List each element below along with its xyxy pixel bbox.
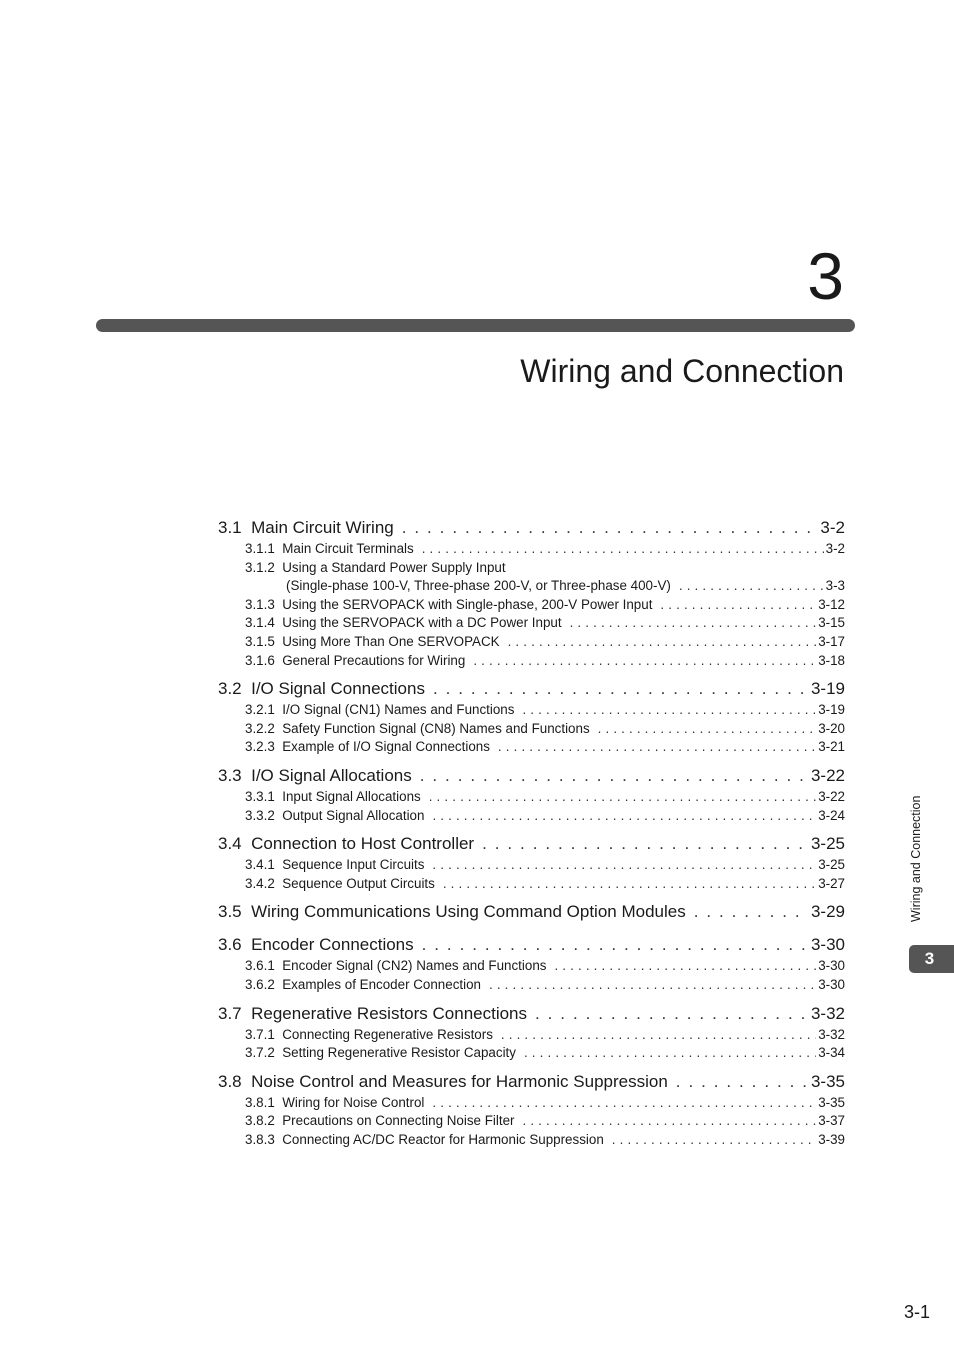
toc-dot-leader [422,933,809,957]
toc-subsection-title-continued: (Single-phase 100-V, Three-phase 200-V, or Three-phase 400-V) [286,578,671,594]
toc-page-number: 3-34 [818,1045,845,1061]
toc-section-number: 3.7 [218,1003,242,1023]
toc-subsection-continuation[interactable] [286,577,845,596]
toc-subsection-number: 3.1.4 [245,615,275,631]
toc-dot-leader [676,1070,809,1094]
toc-subsection-entry[interactable] [245,701,845,720]
toc-section [218,900,845,933]
toc-subsection-entry[interactable] [245,856,845,875]
toc-section-entry[interactable] [218,764,845,788]
toc-subsection-entry[interactable] [245,652,845,671]
toc-subsection-number: 3.2.3 [245,739,275,755]
toc-dot-leader [535,1002,809,1026]
toc-page-number: 3-20 [818,720,845,736]
toc-subsection-entry[interactable] [245,1112,845,1131]
toc-subsection-entry[interactable] [245,1026,845,1045]
toc-page-number: 3-30 [818,958,845,974]
toc-section-title: Encoder Connections [251,935,414,955]
chapter-number: 3 [807,239,844,313]
toc-subsection-number: 3.4.2 [245,875,275,891]
toc-section-label [218,1070,668,1094]
toc-section-title: Noise Control and Measures for Harmonic Suppression [251,1071,668,1091]
toc-subsection-number: 3.6.2 [245,976,275,992]
toc-subsection-entry[interactable] [245,976,845,995]
toc-subsection-title: Sequence Output Circuits [282,875,435,891]
toc-page-number: 3-15 [818,615,845,631]
toc-subsection-number: 3.3.1 [245,788,275,804]
toc-page-number: 3-30 [810,935,845,955]
toc-section [218,764,845,832]
toc-subsection-title: Main Circuit Terminals [282,541,414,556]
table-of-contents [218,516,845,1156]
toc-subsection-entry[interactable] [245,1131,845,1150]
toc-section-number: 3.5 [218,902,242,922]
side-section-label: Wiring and Connection [909,795,923,922]
toc-dot-leader [524,1044,816,1063]
toc-page-number: 3-29 [810,902,845,922]
toc-subsection-number: 3.4.1 [245,857,275,873]
toc-dot-leader [402,516,819,540]
toc-subsection-entry[interactable] [245,540,845,559]
toc-subsection-number: 3.1.3 [245,596,275,612]
toc-section-label [218,677,425,701]
toc-subsection-title: Connecting Regenerative Resistors [282,1026,493,1042]
toc-subsection-title: Using a Standard Power Supply Input [282,559,506,575]
toc-dot-leader [482,832,809,856]
toc-subsection-number: 3.3.2 [245,807,275,823]
toc-subsection-number: 3.7.2 [245,1045,275,1061]
toc-page-number: 3-39 [818,1131,845,1147]
toc-section-number: 3.1 [218,518,242,537]
toc-section-title: Wiring Communications Using Command Option Modules [251,902,686,922]
toc-subsection-entry[interactable] [245,559,845,578]
toc-subsection-title: Connecting AC/DC Reactor for Harmonic Suppression [282,1131,604,1147]
toc-page-number: 3-21 [818,739,845,755]
toc-subsection-entry[interactable] [245,1044,845,1063]
toc-subsection-title: Using the SERVOPACK with Single-phase, 200-V Power Input [282,596,653,612]
toc-dot-leader [443,875,816,894]
toc-dot-leader [420,764,809,788]
toc-dot-leader [489,976,816,995]
toc-section-entry[interactable] [218,1070,845,1094]
toc-dot-leader [598,720,817,739]
toc-page-number: 3-12 [818,596,845,612]
toc-subsection-entry[interactable] [245,875,845,894]
chapter-title: Wiring and Connection [520,353,844,389]
toc-section-entry[interactable] [218,900,845,924]
toc-page-number: 3-22 [810,765,845,785]
toc-subsection-entry[interactable] [245,1094,845,1113]
toc-dot-leader [433,677,809,701]
toc-section [218,516,845,677]
toc-section [218,677,845,764]
toc-dot-leader [432,856,816,875]
toc-dot-leader [498,738,816,757]
toc-page-number: 3-22 [818,788,845,804]
toc-subsection-title: Example of I/O Signal Connections [282,739,490,755]
toc-page-number: 3-27 [818,875,845,891]
toc-section-label [218,516,394,540]
toc-section-title: I/O Signal Connections [251,679,425,699]
toc-dot-leader [679,577,824,596]
toc-subsection-number: 3.8.2 [245,1113,275,1129]
toc-page-number: 3-17 [818,633,845,649]
toc-page-number: 3-32 [818,1026,845,1042]
toc-section [218,832,845,900]
toc-section-title: Main Circuit Wiring [251,518,394,537]
toc-section-title: I/O Signal Allocations [251,765,412,785]
toc-subsection-number: 3.1.1 [245,541,275,556]
chapter-tab[interactable]: 3 [909,945,954,973]
toc-section-number: 3.3 [218,765,242,785]
toc-subsection-title: Encoder Signal (CN2) Names and Functions [282,958,547,974]
toc-dot-leader [522,1112,816,1131]
toc-section [218,1002,845,1070]
toc-section-entry[interactable] [218,832,845,856]
toc-page-number: 3-25 [818,857,845,873]
toc-dot-leader [508,633,817,652]
toc-section [218,933,845,1001]
toc-section-title: Regenerative Resistors Connections [251,1003,528,1023]
toc-subsection-number: 3.6.1 [245,958,275,974]
toc-page-number: 3-2 [825,541,845,556]
toc-dot-leader [429,788,816,807]
toc-dot-leader [422,540,824,559]
toc-page-number: 3-32 [810,1003,845,1023]
toc-subsection-entry[interactable] [245,957,845,976]
toc-subsection-number: 3.1.2 [245,559,275,575]
toc-subsection-entry[interactable] [245,596,845,615]
toc-subsection-title: Examples of Encoder Connection [282,976,481,992]
toc-page-number: 3-3 [825,578,845,594]
toc-dot-leader [473,652,816,671]
toc-page-number: 3-35 [810,1071,845,1091]
toc-subsection-number: 3.8.3 [245,1131,275,1147]
toc-subsection-title: Input Signal Allocations [282,788,421,804]
toc-subsection-title: Using the SERVOPACK with a DC Power Input [282,615,562,631]
toc-section-title: Connection to Host Controller [251,834,475,854]
toc-dot-leader [554,957,816,976]
toc-section-label [218,933,414,957]
toc-subsection-number: 3.1.6 [245,652,275,668]
toc-dot-leader [501,1026,816,1045]
toc-page-number: 3-18 [818,652,845,668]
toc-subsection-entry[interactable] [245,788,845,807]
toc-subsection-title: General Precautions for Wiring [282,652,466,668]
toc-section-label [218,832,474,856]
toc-dot-leader [570,614,817,633]
toc-subsection-title: Output Signal Allocation [282,807,425,823]
toc-subsection-title: Precautions on Connecting Noise Filter [282,1113,515,1129]
toc-dot-leader [694,900,809,924]
toc-section-label [218,764,412,788]
toc-page-number: 3-2 [820,518,845,537]
toc-page-number: 3-25 [810,834,845,854]
toc-page-number: 3-30 [818,976,845,992]
toc-subsection-title: Wiring for Noise Control [282,1094,425,1110]
toc-dot-leader [432,807,816,826]
toc-subsection-title: I/O Signal (CN1) Names and Functions [282,702,515,718]
toc-subsection-entry[interactable] [245,633,845,652]
toc-subsection-number: 3.8.1 [245,1094,275,1110]
toc-subsection-entry[interactable] [245,738,845,757]
toc-section-number: 3.4 [218,834,242,854]
toc-dot-leader [522,701,816,720]
toc-subsection-number: 3.1.5 [245,633,275,649]
toc-section-entry[interactable] [218,516,845,540]
toc-section-number: 3.8 [218,1071,242,1091]
toc-dot-leader [612,1131,816,1150]
toc-subsection-entry[interactable] [245,807,845,826]
toc-section-entry[interactable] [218,677,845,701]
toc-subsection-title: Setting Regenerative Resistor Capacity [282,1045,516,1061]
toc-dot-leader [432,1094,816,1113]
toc-page-number: 3-24 [818,807,845,823]
toc-page-number: 3-19 [810,679,845,699]
toc-section-entry[interactable] [218,933,845,957]
toc-dot-leader [660,596,816,615]
page-number: 3-1 [903,1302,930,1322]
toc-page-number: 3-19 [818,702,845,718]
toc-subsection-entry[interactable] [245,720,845,739]
toc-subsection-number: 3.2.2 [245,720,275,736]
toc-section-entry[interactable] [218,1002,845,1026]
toc-subsection-title: Using More Than One SERVOPACK [282,633,500,649]
toc-subsection-title: Sequence Input Circuits [282,857,425,873]
toc-page-number: 3-35 [818,1094,845,1110]
toc-subsection-number: 3.7.1 [245,1026,275,1042]
toc-section-number: 3.2 [218,679,242,699]
toc-section-number: 3.6 [218,935,242,955]
chapter-divider-bar [96,319,855,332]
toc-subsection-number: 3.2.1 [245,702,275,718]
toc-section-label [218,1002,527,1026]
toc-page-number: 3-37 [818,1113,845,1129]
toc-section [218,1070,845,1157]
toc-subsection-entry[interactable] [245,614,845,633]
toc-subsection-title: Safety Function Signal (CN8) Names and Functions [282,720,590,736]
toc-section-label [218,900,686,924]
